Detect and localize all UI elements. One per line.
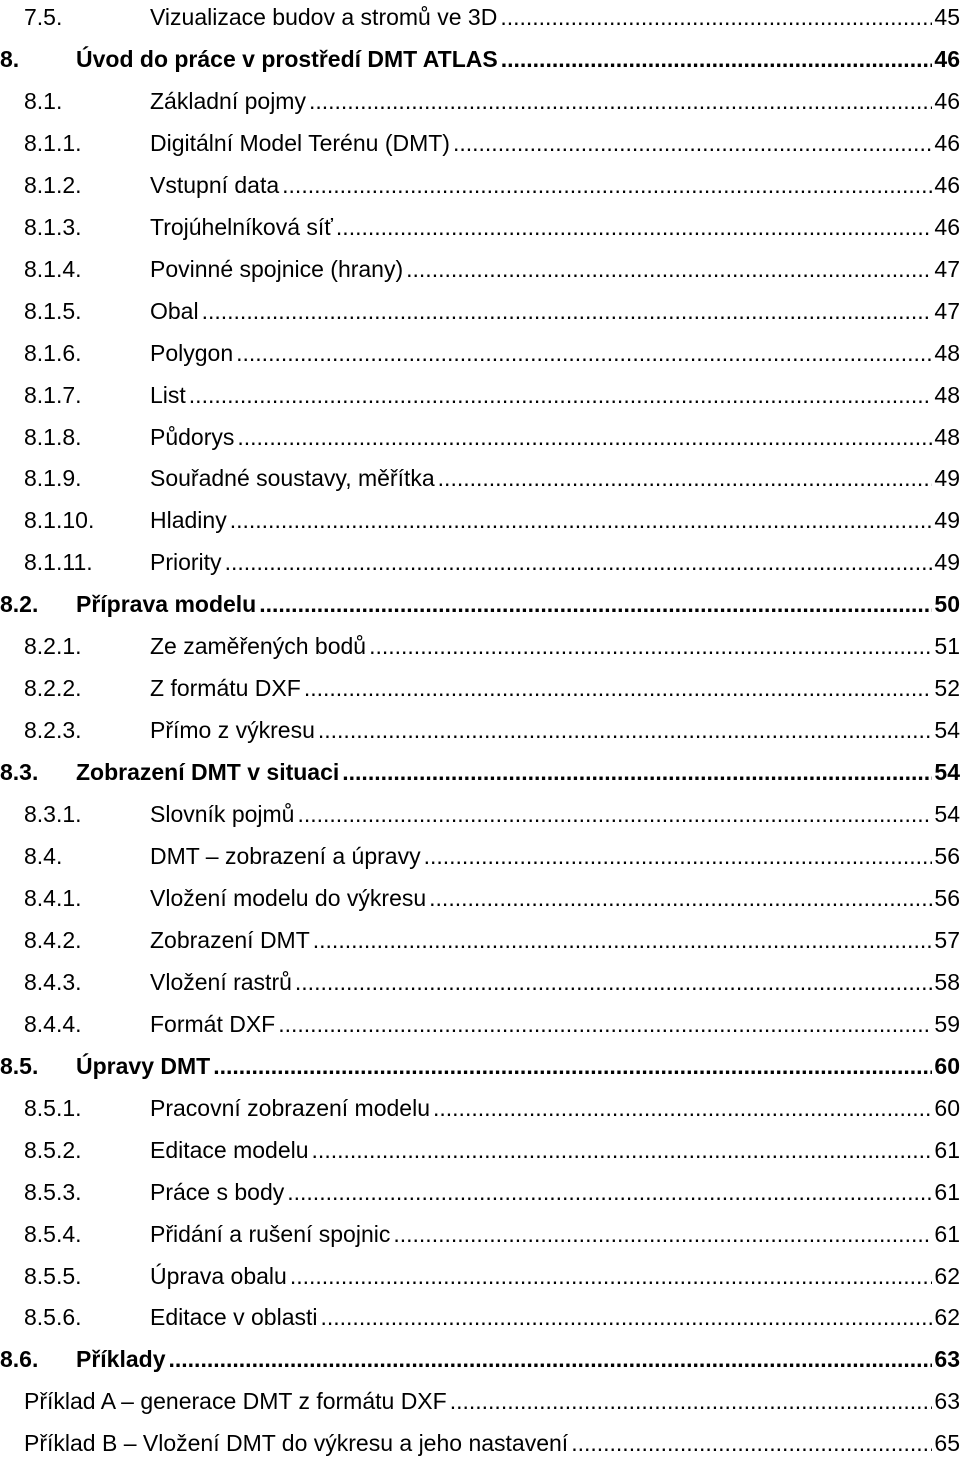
toc-entry-title: Práce s body [150,1178,285,1205]
toc-entry-number: 8.1.6. [24,339,82,366]
toc-entry-line [150,464,960,492]
toc-entry-title: Povinné spojnice (hrany) [150,255,404,282]
toc-entry[interactable] [0,255,960,297]
toc-entry[interactable] [0,884,960,926]
toc-entry[interactable] [0,213,960,255]
toc-entry-number: 8.5.4. [24,1220,82,1247]
toc-entry-title: Polygon [150,339,234,366]
toc-entry-page: 60 [934,1094,960,1121]
toc-entry-number: 8.4.4. [24,1010,82,1037]
toc-dot-leader [169,1345,933,1373]
toc-entry-line [150,1094,960,1122]
toc-dot-leader [424,842,933,870]
toc-entry[interactable] [0,674,960,716]
toc-entry-number: 8.1.9. [24,465,82,492]
toc-entry-number: 8.3. [0,759,39,786]
toc-entry-number: 8.4.1. [24,884,82,911]
toc-entry-page: 62 [934,1262,960,1289]
toc-entry-number: 8.2. [0,591,39,618]
toc-entry-line [76,590,960,618]
toc-dot-leader [336,213,932,241]
toc-entry-page: 50 [934,591,960,618]
toc-entry-line [150,297,960,325]
toc-dot-leader [304,674,933,702]
toc-entry-title: Slovník pojmů [150,801,295,828]
toc-dot-leader [259,590,932,618]
toc-entry-page: 56 [934,884,960,911]
toc-entry-title: Základní pojmy [150,87,306,114]
toc-entry-title: Priority [150,549,222,576]
toc-entry-line [150,1178,960,1206]
toc-entry-number: 8.1.10. [24,507,95,534]
toc-dot-leader [571,1429,932,1457]
toc-dot-leader [393,1220,932,1248]
toc-entry-page: 49 [934,549,960,576]
toc-entry-title: Souřadné soustavy, měřítka [150,465,435,492]
toc-entry-page: 58 [934,968,960,995]
toc-entry-page: 46 [934,45,960,72]
toc-entry[interactable] [0,1178,960,1220]
toc-dot-leader [450,1387,933,1415]
toc-entry[interactable] [0,1094,960,1136]
toc-entry[interactable] [0,1136,960,1178]
toc-entry[interactable] [0,800,960,842]
toc-entry-title: List [150,381,186,408]
toc-entry[interactable] [0,129,960,171]
toc-entry-line [150,842,960,870]
toc-entry-number: 8.2.1. [24,633,82,660]
toc-entry-line [150,87,960,115]
toc-entry-line [150,716,960,744]
toc-entry-page: 60 [934,1052,960,1079]
toc-entry-number: 8.5.5. [24,1262,82,1289]
toc-entry-page: 45 [934,4,960,30]
toc-entry-line [150,926,960,954]
toc-entry-number: 8.1.3. [24,213,82,240]
toc-entry-line [150,674,960,702]
toc-entry[interactable] [0,3,960,45]
toc-entry-page: 48 [934,339,960,366]
toc-entry-page: 54 [934,759,960,786]
toc-entry-line [76,1345,960,1373]
toc-entry-number: 8.1.2. [24,171,82,198]
toc-entry[interactable] [0,1387,960,1429]
toc-entry[interactable] [0,464,960,506]
toc-entry[interactable] [0,1345,960,1387]
toc-entry-line [76,1052,960,1080]
toc-dot-leader [313,926,933,954]
toc-entry-title: Příklad B – Vložení DMT do výkresu a jeho nastavení [24,1430,569,1457]
toc-entry-number: 8.5.6. [24,1304,82,1331]
toc-entry-page: 49 [934,465,960,492]
toc-dot-leader [236,339,932,367]
toc-entry-line [150,1010,960,1038]
toc-dot-leader [433,1094,932,1122]
toc-dot-leader [312,1136,933,1164]
toc-entry-title: Editace modelu [150,1136,309,1163]
toc-entry-title: Z formátu DXF [150,675,301,702]
toc-entry-page: 46 [934,213,960,240]
toc-dot-leader [406,255,932,283]
toc-entry[interactable] [0,297,960,339]
toc-dot-leader [429,884,932,912]
toc-entry-title: Vložení modelu do výkresu [150,884,427,911]
toc-entry-line [24,1387,960,1415]
toc-entry-title: Digitální Model Terénu (DMT) [150,129,450,156]
toc-dot-leader [290,1262,933,1290]
toc-dot-leader [213,1052,932,1080]
toc-entry[interactable] [0,632,960,674]
toc-entry-line [150,968,960,996]
toc-entry-line [150,129,960,157]
toc-dot-leader [282,171,932,199]
toc-entry-page: 47 [934,297,960,324]
toc-entry-page: 48 [934,381,960,408]
toc-entry-number: 8.6. [0,1346,39,1373]
toc-dot-leader [309,87,932,115]
toc-entry-line [150,884,960,912]
toc-entry-number: 8.4. [24,843,63,869]
toc-entry[interactable] [0,45,960,87]
toc-dot-leader [453,129,932,157]
toc-entry-line [150,423,960,451]
toc-entry[interactable] [0,1429,960,1471]
toc-entry-page: 54 [934,717,960,744]
toc-dot-leader [500,3,932,31]
toc-entry[interactable] [0,87,960,129]
toc-entry[interactable] [0,968,960,1010]
toc-entry-line [150,1262,960,1290]
toc-entry-title: Přidání a rušení spojnic [150,1220,391,1247]
toc-entry-page: 59 [934,1010,960,1037]
toc-entry-page: 61 [934,1136,960,1163]
toc-entry-page: 46 [934,87,960,114]
toc-entry-line [76,758,960,786]
toc-entry-number: 8.1.8. [24,423,82,450]
toc-entry-title: Zobrazení DMT v situaci [76,759,340,786]
toc-entry-number: 8. [0,45,20,72]
toc-entry[interactable] [0,339,960,381]
toc-entry-title: DMT – zobrazení a úpravy [150,843,421,869]
toc-entry-line [150,800,960,828]
toc-dot-leader [320,1303,932,1331]
toc-entry[interactable] [0,381,960,423]
toc-dot-leader [295,968,933,996]
toc-entry-page: 62 [934,1304,960,1331]
toc-entry-line [150,548,960,576]
toc-entry-title: Hladiny [150,507,227,534]
toc-entry-page: 46 [934,129,960,156]
toc-dot-leader [237,423,932,451]
toc-entry-page: 47 [934,255,960,282]
toc-entry-page: 52 [934,675,960,702]
toc-entry-page: 51 [934,633,960,660]
toc-entry-number: 8.5.1. [24,1094,82,1121]
toc-dot-leader [369,632,932,660]
toc-entry-title: Trojúhelníková síť [150,213,333,240]
toc-entry-page: 49 [934,507,960,534]
toc-entry-page: 63 [934,1388,960,1415]
toc-entry-number: 8.1.5. [24,297,82,324]
toc-entry-number: 8.3.1. [24,801,82,828]
toc-entry[interactable] [0,548,960,590]
toc-entry[interactable] [0,1010,960,1052]
toc-dot-leader [501,45,933,73]
toc-entry[interactable] [0,926,960,968]
toc-dot-leader [278,1010,932,1038]
toc-entry-title: Pracovní zobrazení modelu [150,1094,430,1121]
toc-entry[interactable] [0,1052,960,1094]
toc-entry-number: 8.5.3. [24,1178,82,1205]
toc-entry-page: 65 [934,1430,960,1457]
toc-entry-number: 8.1.11. [24,549,93,576]
toc-entry[interactable] [0,758,960,800]
toc-entry-line [24,1429,960,1457]
toc-entry-title: Příklady [76,1346,166,1373]
toc-entry-line [150,171,960,199]
toc-entry-line [150,381,960,409]
toc-entry[interactable] [0,1262,960,1304]
toc-dot-leader [287,1178,932,1206]
toc-entry[interactable] [0,716,960,758]
toc-entry-number: 8.2.3. [24,717,82,744]
toc-dot-leader [225,548,933,576]
toc-entry-page: 46 [934,171,960,198]
toc-entry-page: 63 [934,1346,960,1373]
toc-entry-title: Formát DXF [150,1010,276,1037]
toc-entry-number: 8.1.4. [24,255,82,282]
toc-dot-leader [342,758,932,786]
toc-entry-title: Úvod do práce v prostředí DMT ATLAS [76,45,498,72]
toc-entry-page: 56 [934,843,960,869]
toc-entry-line [150,339,960,367]
toc-entry-number: 8.2.2. [24,675,82,702]
toc-entry-line [150,1220,960,1248]
toc-entry-title: Přímo z výkresu [150,717,315,744]
toc-entry[interactable] [0,1220,960,1262]
toc-entry-number: 8.1. [24,87,63,114]
toc-entry-title: Obal [150,297,199,324]
toc-dot-leader [297,800,932,828]
toc-entry-line [150,213,960,241]
toc-entry-number: 8.4.3. [24,968,82,995]
toc-dot-leader [189,381,933,409]
toc-entry-line [150,255,960,283]
toc-entry-number: 8.4.2. [24,926,82,953]
toc-entry-title: Vložení rastrů [150,968,292,995]
toc-entry-title: Editace v oblasti [150,1304,318,1331]
toc-entry[interactable] [0,590,960,632]
toc-dot-leader [438,464,933,492]
toc-entry-line [150,632,960,660]
toc-entry-line [150,506,960,534]
toc-entry[interactable] [0,506,960,548]
toc-entry[interactable] [0,1303,960,1345]
toc-entry-line [150,3,960,31]
toc-entry[interactable] [0,842,960,884]
toc-entry-page: 61 [934,1178,960,1205]
toc-entry-title: Úpravy DMT [76,1052,211,1079]
toc-entry-title: Příklad A – generace DMT z formátu DXF [24,1388,447,1415]
toc-entry[interactable] [0,423,960,465]
toc-entry-number: 7.5. [24,4,63,30]
toc-entry-line [76,45,960,73]
toc-entry-page: 54 [934,801,960,828]
toc-entry-page: 61 [934,1220,960,1247]
toc-entry-line [150,1303,960,1331]
toc-entry-page: 48 [934,423,960,450]
toc-entry-title: Úprava obalu [150,1262,287,1289]
toc-entry-page: 57 [934,926,960,953]
toc-dot-leader [202,297,933,325]
toc-entry-title: Vstupní data [150,171,280,198]
toc-dot-leader [318,716,933,744]
toc-entry-title: Vizualizace budov a stromů ve 3D [150,4,498,30]
toc-entry-title: Zobrazení DMT [150,926,310,953]
toc-entry-number: 8.5.2. [24,1136,82,1163]
toc-entry-number: 8.1.7. [24,381,82,408]
toc-entry-number: 8.5. [0,1052,39,1079]
toc-entry-number: 8.1.1. [24,129,82,156]
toc-entry[interactable] [0,171,960,213]
toc-entry-title: Příprava modelu [76,591,257,618]
toc-entry-title: Ze zaměřených bodů [150,633,367,660]
toc-entry-line [150,1136,960,1164]
toc-entry-title: Půdorys [150,423,235,450]
toc-dot-leader [230,506,933,534]
